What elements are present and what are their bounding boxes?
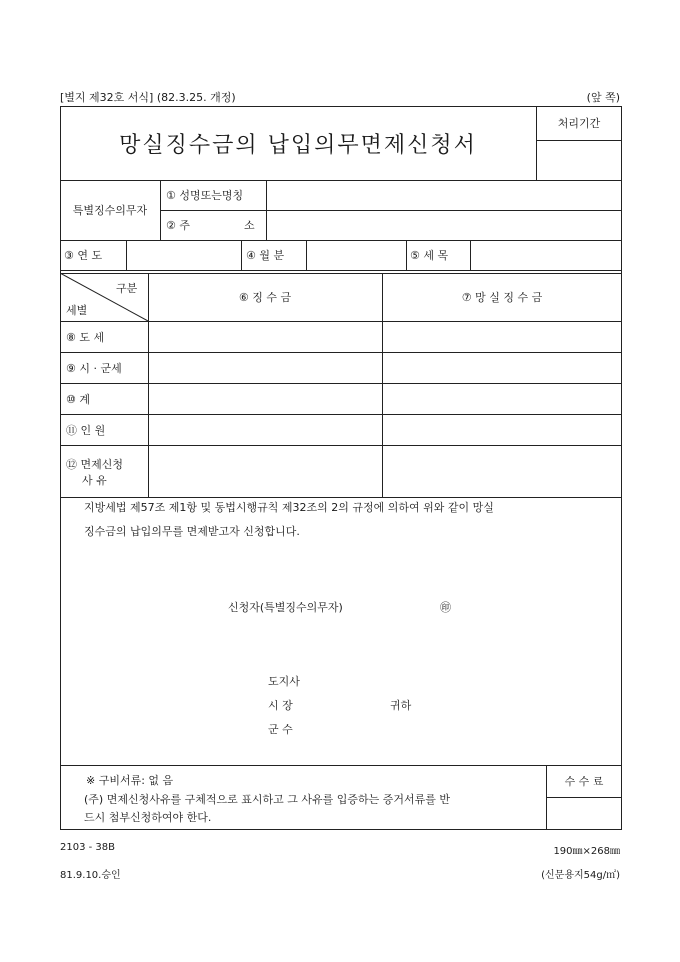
col-lost-header: ⑦ 망 실 징 수 금 xyxy=(461,291,543,304)
month-label: ④ 월 분 xyxy=(246,249,285,262)
note-line2: 드시 첨부신청하여야 한다. xyxy=(84,811,212,824)
recipient-county-head: 군 수 xyxy=(268,723,293,736)
month-field[interactable] xyxy=(307,241,405,269)
form-reference: [별지 제32호 서식] (82.3.25. 개정) xyxy=(60,91,236,104)
col-collected-header: ⑥ 징 수 금 xyxy=(238,291,292,304)
approval-date: 81.9.10.승인 xyxy=(60,870,121,881)
cell-total-lost[interactable] xyxy=(383,384,621,413)
reason-label-line1: ⑫ 면제신청 xyxy=(66,458,124,471)
fee-label: 수 수 료 xyxy=(564,775,604,788)
name-label: ① 성명또는명칭 xyxy=(166,189,244,202)
row-label-persons: ⑪ 인 원 xyxy=(66,423,106,437)
cell-provincial-collected[interactable] xyxy=(149,322,381,351)
form-code: 2103 - 38B xyxy=(60,842,115,853)
diagonal-bottom-label: 세별 xyxy=(66,304,88,317)
statement-line1: 지방세법 제57조 제1항 및 동법시행규칙 제32조의 2의 규정에 의하여 위와 같이 망실 xyxy=(84,501,494,514)
cell-city-lost[interactable] xyxy=(383,353,621,382)
row-label-city-county-tax: ⑨ 시 · 군세 xyxy=(66,361,122,375)
required-documents: ※ 구비서류: 없 음 xyxy=(86,774,174,787)
note-line1: (주) 면제신청사유를 구체적으로 표시하고 그 사유를 입증하는 증거서류를 반 xyxy=(84,793,450,806)
processing-period-field[interactable] xyxy=(537,141,621,179)
cell-city-collected[interactable] xyxy=(149,353,381,382)
processing-period-label: 처리기간 xyxy=(557,117,601,130)
reason-field-collected[interactable] xyxy=(149,446,381,496)
cell-total-collected[interactable] xyxy=(149,384,381,413)
statement-line2: 징수금의 납입의무를 면제받고자 신청합니다. xyxy=(84,525,300,538)
name-field[interactable] xyxy=(267,181,621,209)
recipient-mayor: 시 장 xyxy=(268,699,293,712)
row-label-total: ⑩ 계 xyxy=(66,392,90,406)
obligor-label: 특별징수의무자 xyxy=(72,204,148,217)
diagonal-top-label: 구분 xyxy=(116,282,138,295)
paper-type: (신문용지54g/㎡) xyxy=(541,870,620,881)
year-label: ③ 연 도 xyxy=(64,249,103,262)
reason-field-lost[interactable] xyxy=(383,446,621,496)
page-side: (앞 쪽) xyxy=(586,91,620,104)
fee-field[interactable] xyxy=(547,798,621,829)
tax-item-field[interactable] xyxy=(471,241,621,269)
reason-label-line2: 사 유 xyxy=(82,474,107,487)
recipient-governor: 도지사 xyxy=(268,675,300,688)
address-field[interactable] xyxy=(267,211,621,239)
applicant-label: 신청자(특별징수의무자) xyxy=(228,601,343,614)
row-label-provincial-tax: ⑧ 도 세 xyxy=(66,330,105,344)
cell-persons-lost[interactable] xyxy=(383,415,621,444)
year-field[interactable] xyxy=(127,241,240,269)
tax-item-label: ⑤ 세 목 xyxy=(410,249,449,262)
honorific: 귀하 xyxy=(390,699,412,712)
cell-persons-collected[interactable] xyxy=(149,415,381,444)
cell-provincial-lost[interactable] xyxy=(383,322,621,351)
address-label: ② 주 xyxy=(166,219,190,232)
seal-mark: ㊞ xyxy=(440,601,451,614)
paper-size: 190㎜×268㎜ xyxy=(553,846,620,857)
form-title: 망실징수금의 납입의무면제신청서 xyxy=(119,132,477,158)
address-label-end: 소 xyxy=(244,219,255,232)
